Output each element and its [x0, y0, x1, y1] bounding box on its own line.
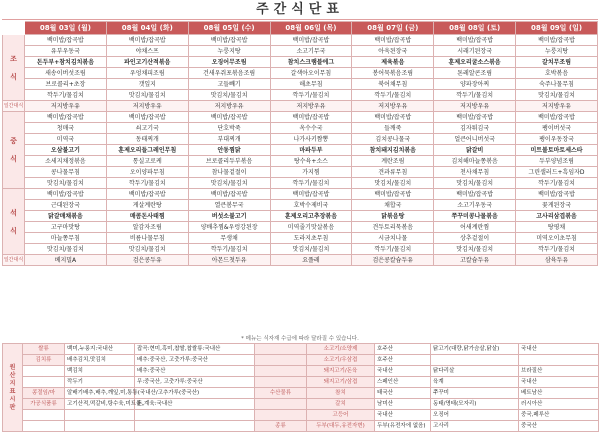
meal-label: 석 식	[3, 189, 25, 255]
menu-cell: 맛김치/물김치	[188, 90, 270, 101]
origin-cell	[65, 410, 135, 421]
menu-cell: 저지방우유	[188, 101, 270, 112]
menu-cell: 갈색아오이무침	[270, 68, 352, 79]
origin-row	[3, 366, 599, 377]
menu-cell: 매콤돈사태찜	[106, 211, 188, 222]
menu-cell: 검은콩칼슘두유	[352, 255, 434, 266]
origin-cell: 소고기/우삼겹	[307, 355, 375, 366]
menu-cell: 고사리삼겹볶음	[516, 211, 598, 222]
menu-cell: 미역국	[25, 134, 107, 145]
menu-cell: 맛김치/물김치	[352, 178, 434, 189]
menu-cell: 맛김치/물김치	[188, 178, 270, 189]
menu-cell: 도라지초무침	[270, 233, 352, 244]
menu-row	[3, 156, 598, 167]
menu-cell: 깍두기/물김치	[516, 244, 598, 255]
menu-row	[3, 222, 598, 233]
menu-cell: 쇠고기국	[106, 123, 188, 134]
origin-category-cell	[255, 344, 307, 355]
origin-cell: 중국,페루산	[519, 410, 599, 421]
menu-cell: 맛김치/물김치	[434, 178, 516, 189]
menu-cell: 봉어묵볶음조림	[352, 68, 434, 79]
menu-cell: 닭갈매채볶음	[25, 211, 107, 222]
menu-cell: 김치콩나물국	[352, 134, 434, 145]
menu-cell: 옥수수국	[270, 123, 352, 134]
menu-row	[3, 211, 598, 222]
menu-row	[3, 123, 598, 134]
origin-category-cell	[255, 399, 307, 410]
menu-cell: 깍두기/물김치	[352, 90, 434, 101]
menu-cell: 깍두기/물김치	[270, 90, 352, 101]
origin-side-label: 원 산 지 표 시 판	[3, 344, 23, 432]
menu-cell: 아욱된장국	[352, 46, 434, 57]
origin-cell: 태국산	[375, 388, 431, 399]
menu-cell: 미역오이초무침	[516, 233, 598, 244]
menu-cell: 깍두기/물김치	[516, 178, 598, 189]
origin-category-cell	[255, 366, 307, 377]
snack-label: 일간대식	[3, 101, 25, 112]
menu-cell: 들깨죽	[352, 123, 434, 134]
menu-cell: 깍두기/물김치	[25, 90, 107, 101]
origin-cell: 국내산	[519, 344, 599, 355]
menu-cell: 오징어무조림	[188, 57, 270, 68]
menu-cell: 깍두기/물김치	[434, 90, 516, 101]
menu-cell: 아몬드첫두유	[188, 255, 270, 266]
origin-cell: 국내산	[375, 366, 431, 377]
weekly-menu-table	[2, 21, 598, 266]
menu-row	[3, 90, 598, 101]
origin-cell: 쭈꾸미	[431, 388, 519, 399]
origin-category-cell: 종류	[255, 421, 307, 432]
menu-cell: 마늘쫑무침	[25, 233, 107, 244]
origin-row	[3, 421, 599, 432]
menu-cell: 누룽지탕	[516, 46, 598, 57]
menu-cell: 맛김치/물김치	[516, 90, 598, 101]
menu-cell: 김자튀김국	[434, 123, 516, 134]
menu-cell: 갈치무조림	[516, 57, 598, 68]
origin-cell: 고사리	[431, 421, 519, 432]
origin-cell	[519, 355, 599, 366]
origin-cell: 갈치	[307, 399, 375, 410]
menu-cell: 백미밥/잡곡밥	[270, 112, 352, 123]
origin-row	[3, 344, 599, 355]
menu-cell: 시금치나물	[352, 233, 434, 244]
origin-cell: 돼지고기/돈육	[307, 366, 375, 377]
menu-cell: 맛김치/물김치	[106, 90, 188, 101]
menu-cell: 백미밥/잡곡밥	[434, 35, 516, 46]
menu-cell: 청매국	[25, 123, 107, 134]
origin-row	[3, 377, 599, 388]
menu-cell: 알감자조림	[106, 222, 188, 233]
menu-cell: 참치돼지김치볶음	[352, 145, 434, 156]
corner-cell	[3, 22, 25, 35]
menu-cell: 백미밥/잡곡밥	[188, 112, 270, 123]
menu-cell: 돈두부+참치김치볶음	[25, 57, 107, 68]
origin-cell	[431, 355, 519, 366]
origin-table	[2, 343, 599, 432]
menu-cell: 오삼불고기	[25, 145, 107, 156]
meal-label: 중 식	[3, 112, 25, 189]
menu-cell: 삼육두유	[516, 255, 598, 266]
menu-note: * 메뉴는 식자재 수급에 따라 달라질 수 있습니다.	[241, 336, 359, 342]
menu-cell: 깍두기/물김치	[188, 244, 270, 255]
menu-cell: 누룽지탕	[188, 46, 270, 57]
origin-cell: 국내산	[519, 377, 599, 388]
menu-cell: 백미밥/잡곡밥	[516, 112, 598, 123]
origin-cell: 두부(대두,유전자변)	[307, 421, 375, 432]
menu-cell: 고칼슘두유	[434, 255, 516, 266]
menu-cell: 백미밥/잡곡밥	[516, 189, 598, 200]
menu-cell: 두부양념조림	[516, 156, 598, 167]
menu-cell: 브로콜리+초장	[25, 79, 107, 90]
menu-cell: 열큰봄무국	[188, 200, 270, 211]
origin-cell: 가공식품류	[23, 399, 65, 410]
menu-cell: 참나물겉절이	[188, 167, 270, 178]
origin-cell: 고기산적,떡갈비,탕수육,미트볼,	[65, 399, 135, 410]
origin-cell: 호주산	[375, 355, 431, 366]
menu-cell: 저지방우유	[106, 101, 188, 112]
menu-cell: 채합국	[352, 200, 434, 211]
menu-row	[3, 200, 598, 211]
origin-cell: 백미,누룽지:국내산	[65, 344, 135, 355]
menu-cell: 백미밥/잡곡밥	[434, 112, 516, 123]
origin-category-cell	[255, 355, 307, 366]
origin-cell: 러시아산	[519, 399, 599, 410]
menu-cell: 톤레알콘조림	[434, 68, 516, 79]
menu-cell: 백미밥/잡곡밥	[25, 112, 107, 123]
menu-cell: 소세지채정볶음	[25, 156, 107, 167]
origin-cell: 고등어	[307, 410, 375, 421]
menu-cell: 훈제오리굴소스볶음	[434, 57, 516, 68]
menu-row	[3, 35, 598, 46]
menu-cell: 꽃게된장국	[516, 200, 598, 211]
origin-cell	[135, 421, 255, 432]
menu-cell: 백미밥/잡곡밥	[434, 189, 516, 200]
origin-row	[3, 355, 599, 366]
menu-row	[3, 134, 598, 145]
menu-cell: 쭈꾸미콩나물볶음	[434, 211, 516, 222]
menu-cell: 저지방우유	[25, 101, 107, 112]
menu-cell: 백미밥/잡곡밥	[106, 112, 188, 123]
day-header-row	[3, 22, 598, 35]
snack-label: 일간대식	[3, 255, 25, 266]
menu-cell: 백미밥/잡곡밥	[25, 35, 107, 46]
day-header: 08월 03일 (월)	[25, 22, 107, 35]
menu-cell: 맛김치/물김치	[25, 244, 107, 255]
day-header: 08월 09일 (일)	[516, 22, 598, 35]
menu-cell: 계란조림	[352, 156, 434, 167]
menu-cell: 맛김치/물김치	[25, 178, 107, 189]
menu-cell: 제육볶음	[352, 57, 434, 68]
menu-cell: 견과류무침	[352, 167, 434, 178]
menu-cell: 양배추찜&우렁강된장	[188, 222, 270, 233]
origin-row	[3, 388, 599, 399]
menu-cell: 백미밥/잡곡밥	[270, 35, 352, 46]
menu-cell: 동태찌개	[106, 134, 188, 145]
menu-cell: 갯잎지	[106, 79, 188, 90]
origin-cell	[23, 366, 65, 377]
menu-row	[3, 112, 598, 123]
menu-cell: 통실고로케	[106, 156, 188, 167]
origin-cell: 베트남산	[519, 388, 599, 399]
menu-row	[3, 189, 598, 200]
menu-cell: 깍두기/물김치	[106, 178, 188, 189]
menu-row	[3, 68, 598, 79]
origin-category-cell	[255, 410, 307, 421]
origin-cell: 백김치	[65, 366, 135, 377]
menu-cell: 백미밥/잡곡밥	[352, 189, 434, 200]
origin-cell	[65, 421, 135, 432]
menu-cell: 얼큰어니버섯국	[434, 134, 516, 145]
menu-cell: 부대찌개	[188, 134, 270, 145]
menu-cell: 해초무침	[270, 79, 352, 90]
snack-row	[3, 255, 598, 266]
menu-cell: 유부우동국	[25, 46, 107, 57]
menu-cell: 양파장아찌	[434, 79, 516, 90]
origin-cell: 닭고기(대량,닭가슴살,닭살)	[431, 344, 519, 355]
menu-cell: 새송이버섯조림	[25, 68, 107, 79]
menu-cell: 가지찜	[270, 167, 352, 178]
origin-category-cell: 수산물류	[255, 388, 307, 399]
menu-cell: 미트볼토마토세스타	[516, 145, 598, 156]
menu-cell: 소고기무국	[270, 46, 352, 57]
menu-cell: 검은콩두유	[106, 255, 188, 266]
origin-cell: 두부(유전자에 없음)	[375, 421, 431, 432]
menu-cell: 팽이버섯국	[516, 123, 598, 134]
menu-cell: 김치해마늘쫑볶음	[434, 156, 516, 167]
origin-cell: 호주산	[375, 344, 431, 355]
origin-cell: 남미산	[375, 399, 431, 410]
menu-cell: 백미밥/잡곡밥	[352, 112, 434, 123]
origin-cell: 동태/명태(모자리)	[431, 399, 519, 410]
day-header: 08월 07일 (금)	[352, 22, 434, 35]
menu-cell: 저지방우유	[434, 101, 516, 112]
origin-cell	[23, 377, 65, 388]
menu-cell: 저지방우유	[516, 101, 598, 112]
title-divider	[2, 19, 598, 20]
origin-cell	[135, 410, 255, 421]
menu-row	[3, 167, 598, 178]
day-header: 08월 05일 (수)	[188, 22, 270, 35]
origin-cell: 오징어	[431, 410, 519, 421]
menu-cell: 백미밥/잡곡밥	[106, 189, 188, 200]
menu-cell: 천사채무침	[434, 167, 516, 178]
origin-cell: 닭다리살	[431, 366, 519, 377]
origin-cell: 배추:중국산, 고춧가루:중국산	[135, 355, 255, 366]
origin-cell	[23, 410, 65, 421]
menu-cell: 호박볶음	[516, 68, 598, 79]
meal-label: 조 식	[3, 35, 25, 101]
menu-cell: 견두토리묵볶음	[352, 222, 434, 233]
menu-cell: 백미밥/잡곡밥	[352, 35, 434, 46]
origin-cell: 돼지고기/삼겹	[307, 377, 375, 388]
menu-cell: 저지방우유	[352, 101, 434, 112]
menu-cell: 탕평채	[516, 222, 598, 233]
origin-cell: 콩절임/마	[23, 388, 65, 399]
origin-cell	[23, 421, 65, 432]
menu-cell: 안동찜닭	[188, 145, 270, 156]
menu-cell: 버섯소불고기	[188, 211, 270, 222]
menu-cell: 백미밥/잡곡밥	[188, 35, 270, 46]
origin-cell: 김치류	[23, 355, 65, 366]
origin-cell: 스페인산	[375, 377, 431, 388]
menu-cell: 파인고기산적볶음	[106, 57, 188, 68]
menu-cell: 깍두기/물김치	[352, 244, 434, 255]
menu-cell: 비름나물무침	[106, 233, 188, 244]
origin-cell: 무:중국산, 고춧가루:중국산	[135, 377, 255, 388]
menu-cell: 마파두부	[270, 145, 352, 156]
menu-cell: 건새우쥐포볶음조림	[188, 68, 270, 79]
origin-cell: 배추:중국산	[135, 366, 255, 377]
origin-row	[3, 399, 599, 410]
menu-row	[3, 57, 598, 68]
menu-cell: 숙주나물무침	[516, 79, 598, 90]
menu-cell: 브로콜리두부볶음	[188, 156, 270, 167]
origin-category-cell	[255, 377, 307, 388]
origin-cell: 국내산	[375, 410, 431, 421]
menu-cell: 무생채	[188, 233, 270, 244]
menu-cell: 미역줄기맛살볶음	[270, 222, 352, 233]
day-header: 08월 04일 (화)	[106, 22, 188, 35]
origin-cell: 중국산	[519, 421, 599, 432]
menu-row	[3, 145, 598, 156]
origin-cell: 돈,계육:국내산	[135, 399, 255, 410]
origin-body	[3, 344, 599, 432]
menu-row	[3, 233, 598, 244]
menu-cell: 저지방우유	[270, 101, 352, 112]
origin-cell: 참치	[307, 388, 375, 399]
menu-row	[3, 79, 598, 90]
menu-cell: 팽이우동장국	[516, 134, 598, 145]
menu-row	[3, 178, 598, 189]
menu-cell: 훈제오리들그레인무침	[106, 145, 188, 156]
origin-cell: 소고기/소양제	[307, 344, 375, 355]
menu-cell: 게살계란탕	[106, 200, 188, 211]
menu-cell: 베지밀A	[25, 255, 107, 266]
menu-cell: 오이양파무침	[106, 167, 188, 178]
origin-cell: 쌀류	[23, 344, 65, 355]
menu-cell: 맛김치/물김치	[106, 244, 188, 255]
menu-cell: 고들빼기	[188, 79, 270, 90]
day-header: 08월 06일 (목)	[270, 22, 352, 35]
menu-cell: 참치스크램블에그	[270, 57, 352, 68]
page-title: 주간식단표	[256, 2, 344, 17]
menu-cell: 소고기우동국	[434, 200, 516, 211]
origin-row	[3, 410, 599, 421]
origin-cell: 잡곡:현미,흑미,찹쌀,찹쌀류:국내산	[135, 344, 255, 355]
menu-cell: 맛김치/물김치	[270, 244, 352, 255]
menu-cell: 탕수육+소스	[270, 156, 352, 167]
snack-row	[3, 101, 598, 112]
menu-cell: 훈제오리고추장볶음	[270, 211, 352, 222]
menu-cell: 상추겉절이	[434, 233, 516, 244]
menu-cell: 백미밥/잡곡밥	[25, 189, 107, 200]
menu-cell: 그린샐러드+흑임자D	[516, 167, 598, 178]
menu-cell: 맛김치/물김치	[434, 244, 516, 255]
menu-cell: 단호박죽	[188, 123, 270, 134]
menu-cell: 깍두기/물김치	[270, 178, 352, 189]
menu-cell: 야채스프	[106, 46, 188, 57]
menu-cell: 우엉채피조림	[106, 68, 188, 79]
menu-cell: 콩나물무침	[25, 167, 107, 178]
menu-cell: 나가사키짬뽕	[270, 134, 352, 145]
origin-cell: 알배기배추,배추,깨잎,미,통통(국내산/고추가루(중국산)	[65, 388, 135, 399]
origin-cell: 육계	[431, 377, 519, 388]
menu-cell: 백미밥/잡곡밥	[106, 35, 188, 46]
menu-cell: 호박수제비국	[270, 200, 352, 211]
origin-cell: 브라질산	[519, 366, 599, 377]
menu-cell: 시래기된장국	[434, 46, 516, 57]
menu-cell: 백미밥/잡곡밥	[188, 189, 270, 200]
origin-cell: 배추김치,맛김치	[65, 355, 135, 366]
menu-body	[3, 35, 598, 266]
menu-cell: 백미밥/잡곡밥	[270, 189, 352, 200]
menu-cell: 백미밥/잡곡밥	[516, 35, 598, 46]
menu-cell: 어새계란찜	[434, 222, 516, 233]
menu-cell: 닭볶음탕	[352, 211, 434, 222]
origin-cell: 깍두기	[65, 377, 135, 388]
day-header: 08월 08일 (토)	[434, 22, 516, 35]
menu-cell: 닭갈비	[434, 145, 516, 156]
menu-cell: 근대된장국	[25, 200, 107, 211]
menu-cell: 북어채무침	[352, 79, 434, 90]
menu-cell: 요플레	[270, 255, 352, 266]
menu-row	[3, 46, 598, 57]
menu-row	[3, 244, 598, 255]
menu-cell: 고구마맛탕	[25, 222, 107, 233]
